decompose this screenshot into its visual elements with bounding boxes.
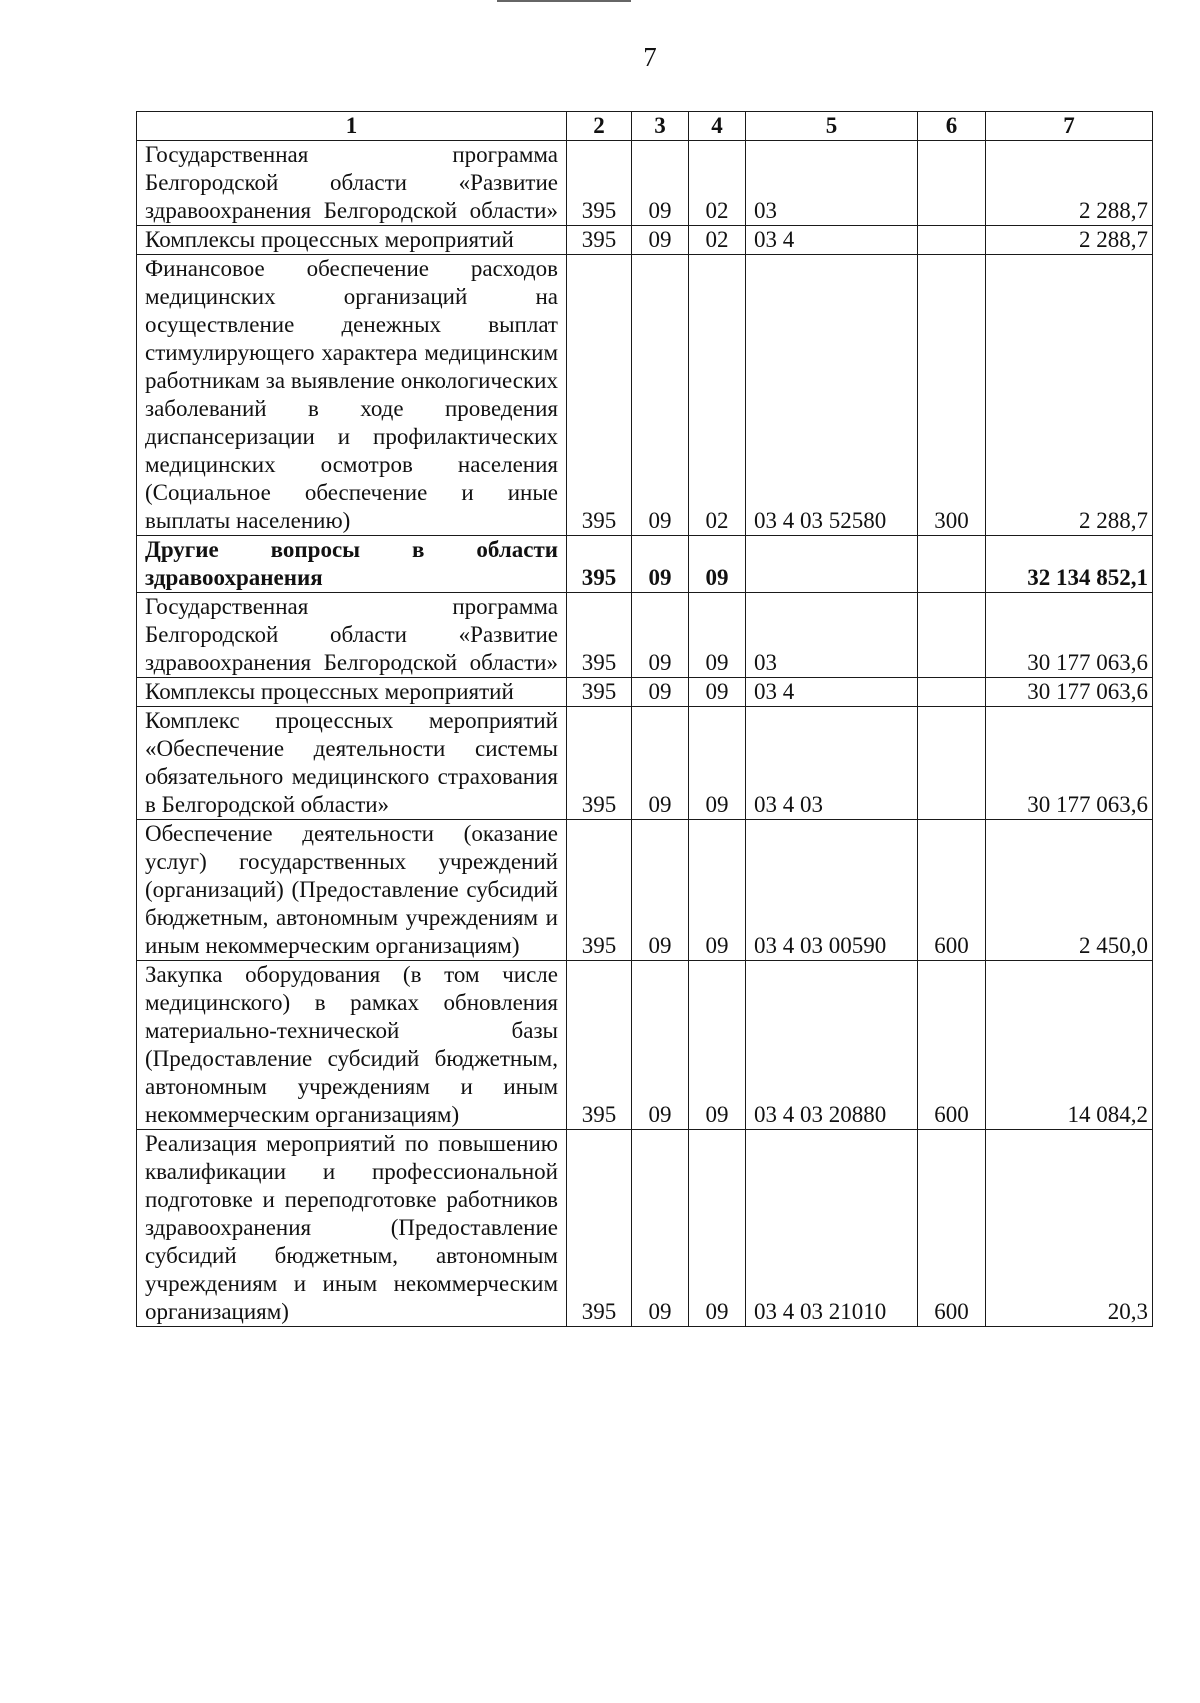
row-name-cell: Обеспечение деятельности (оказание услуг) государственных учреждений (организаций) (Предоставление субсидий бюджетным, автономным учреждениям и иным некоммерческим организациям)	[137, 820, 567, 961]
subsection-cell: 09	[689, 961, 746, 1130]
subsection-cell: 09	[689, 1130, 746, 1327]
subsection-cell: 09	[689, 820, 746, 961]
table-row	[137, 707, 1153, 820]
section-cell: 09	[632, 226, 689, 255]
section-cell: 09	[632, 961, 689, 1130]
subsection-cell: 02	[689, 141, 746, 226]
expense-type-cell	[918, 536, 986, 593]
table-row	[137, 141, 1153, 226]
row-name-cell: Реализация мероприятий по повышению квалификации и профессиональной подготовке и переподготовке работников здравоохранения (Предоставление субсидий бюджетным, автономным учреждениям и иным некоммерческим организациям)	[137, 1130, 567, 1327]
target-article-cell: 03 4 03	[746, 707, 918, 820]
amount-cell: 2 288,7	[986, 141, 1153, 226]
table-row	[137, 536, 1153, 593]
ministry-code-cell: 395	[567, 678, 632, 707]
section-cell: 09	[632, 593, 689, 678]
target-article-cell: 03	[746, 593, 918, 678]
table-row	[137, 961, 1153, 1130]
row-name-cell: Государственная программа Белгородской области «Развитие здравоохранения Белгородской области»	[137, 593, 567, 678]
table-row	[137, 678, 1153, 707]
table-row	[137, 226, 1153, 255]
ministry-code-cell: 395	[567, 707, 632, 820]
target-article-cell	[746, 536, 918, 593]
top-rule	[497, 0, 631, 2]
amount-cell: 20,3	[986, 1130, 1153, 1327]
amount-cell: 30 177 063,6	[986, 707, 1153, 820]
expense-type-cell	[918, 141, 986, 226]
header-cell: 1	[137, 112, 567, 141]
section-cell: 09	[632, 678, 689, 707]
ministry-code-cell: 395	[567, 1130, 632, 1327]
expense-type-cell	[918, 226, 986, 255]
ministry-code-cell: 395	[567, 820, 632, 961]
expense-type-cell: 600	[918, 820, 986, 961]
amount-cell: 2 450,0	[986, 820, 1153, 961]
section-cell: 09	[632, 820, 689, 961]
ministry-code-cell: 395	[567, 536, 632, 593]
target-article-cell: 03 4 03 52580	[746, 255, 918, 536]
header-cell: 4	[689, 112, 746, 141]
target-article-cell: 03 4 03 20880	[746, 961, 918, 1130]
section-cell: 09	[632, 1130, 689, 1327]
ministry-code-cell: 395	[567, 141, 632, 226]
row-name-cell: Комплекс процессных мероприятий «Обеспечение деятельности системы обязательного медицинского страхования в Белгородской области»	[137, 707, 567, 820]
subsection-cell: 09	[689, 593, 746, 678]
amount-cell: 32 134 852,1	[986, 536, 1153, 593]
table-row	[137, 593, 1153, 678]
target-article-cell: 03 4	[746, 226, 918, 255]
table-row	[137, 1130, 1153, 1327]
subsection-cell: 02	[689, 255, 746, 536]
subsection-cell: 09	[689, 678, 746, 707]
amount-cell: 2 288,7	[986, 226, 1153, 255]
expense-type-cell	[918, 707, 986, 820]
expense-type-cell	[918, 678, 986, 707]
target-article-cell: 03	[746, 141, 918, 226]
subsection-cell: 09	[689, 536, 746, 593]
header-cell: 6	[918, 112, 986, 141]
amount-cell: 30 177 063,6	[986, 593, 1153, 678]
row-name-cell: Комплексы процессных мероприятий	[137, 226, 567, 255]
row-name-cell: Комплексы процессных мероприятий	[137, 678, 567, 707]
section-cell: 09	[632, 141, 689, 226]
section-cell: 09	[632, 255, 689, 536]
target-article-cell: 03 4	[746, 678, 918, 707]
row-name-cell: Финансовое обеспечение расходов медицинских организаций на осуществление денежных выплат стимулирующего характера медицинским работникам за выявление онкологических заболеваний в ходе проведения диспансеризации и профилактических медицинских осмотров населения (Социальное обеспечение и иные выплаты населению)	[137, 255, 567, 536]
row-name-cell: Другие вопросы в области здравоохранения	[137, 536, 567, 593]
header-row	[137, 112, 1153, 141]
expense-type-cell: 600	[918, 961, 986, 1130]
header-cell: 7	[986, 112, 1153, 141]
ministry-code-cell: 395	[567, 226, 632, 255]
amount-cell: 2 288,7	[986, 255, 1153, 536]
subsection-cell: 02	[689, 226, 746, 255]
table-row	[137, 820, 1153, 961]
header-cell: 3	[632, 112, 689, 141]
table-row	[137, 255, 1153, 536]
section-cell: 09	[632, 536, 689, 593]
budget-table	[136, 111, 1153, 1327]
ministry-code-cell: 395	[567, 593, 632, 678]
target-article-cell: 03 4 03 21010	[746, 1130, 918, 1327]
expense-type-cell: 600	[918, 1130, 986, 1327]
amount-cell: 30 177 063,6	[986, 678, 1153, 707]
header-cell: 5	[746, 112, 918, 141]
ministry-code-cell: 395	[567, 961, 632, 1130]
target-article-cell: 03 4 03 00590	[746, 820, 918, 961]
amount-cell: 14 084,2	[986, 961, 1153, 1130]
row-name-cell: Закупка оборудования (в том числе медицинского) в рамках обновления материально-технической базы (Предоставление субсидий бюджетным, автономным учреждениям и иным некоммерческим организациям)	[137, 961, 567, 1130]
expense-type-cell: 300	[918, 255, 986, 536]
header-cell: 2	[567, 112, 632, 141]
row-name-cell: Государственная программа Белгородской области «Развитие здравоохранения Белгородской области»	[137, 141, 567, 226]
page-number: 7	[643, 42, 657, 72]
subsection-cell: 09	[689, 707, 746, 820]
section-cell: 09	[632, 707, 689, 820]
ministry-code-cell: 395	[567, 255, 632, 536]
expense-type-cell	[918, 593, 986, 678]
